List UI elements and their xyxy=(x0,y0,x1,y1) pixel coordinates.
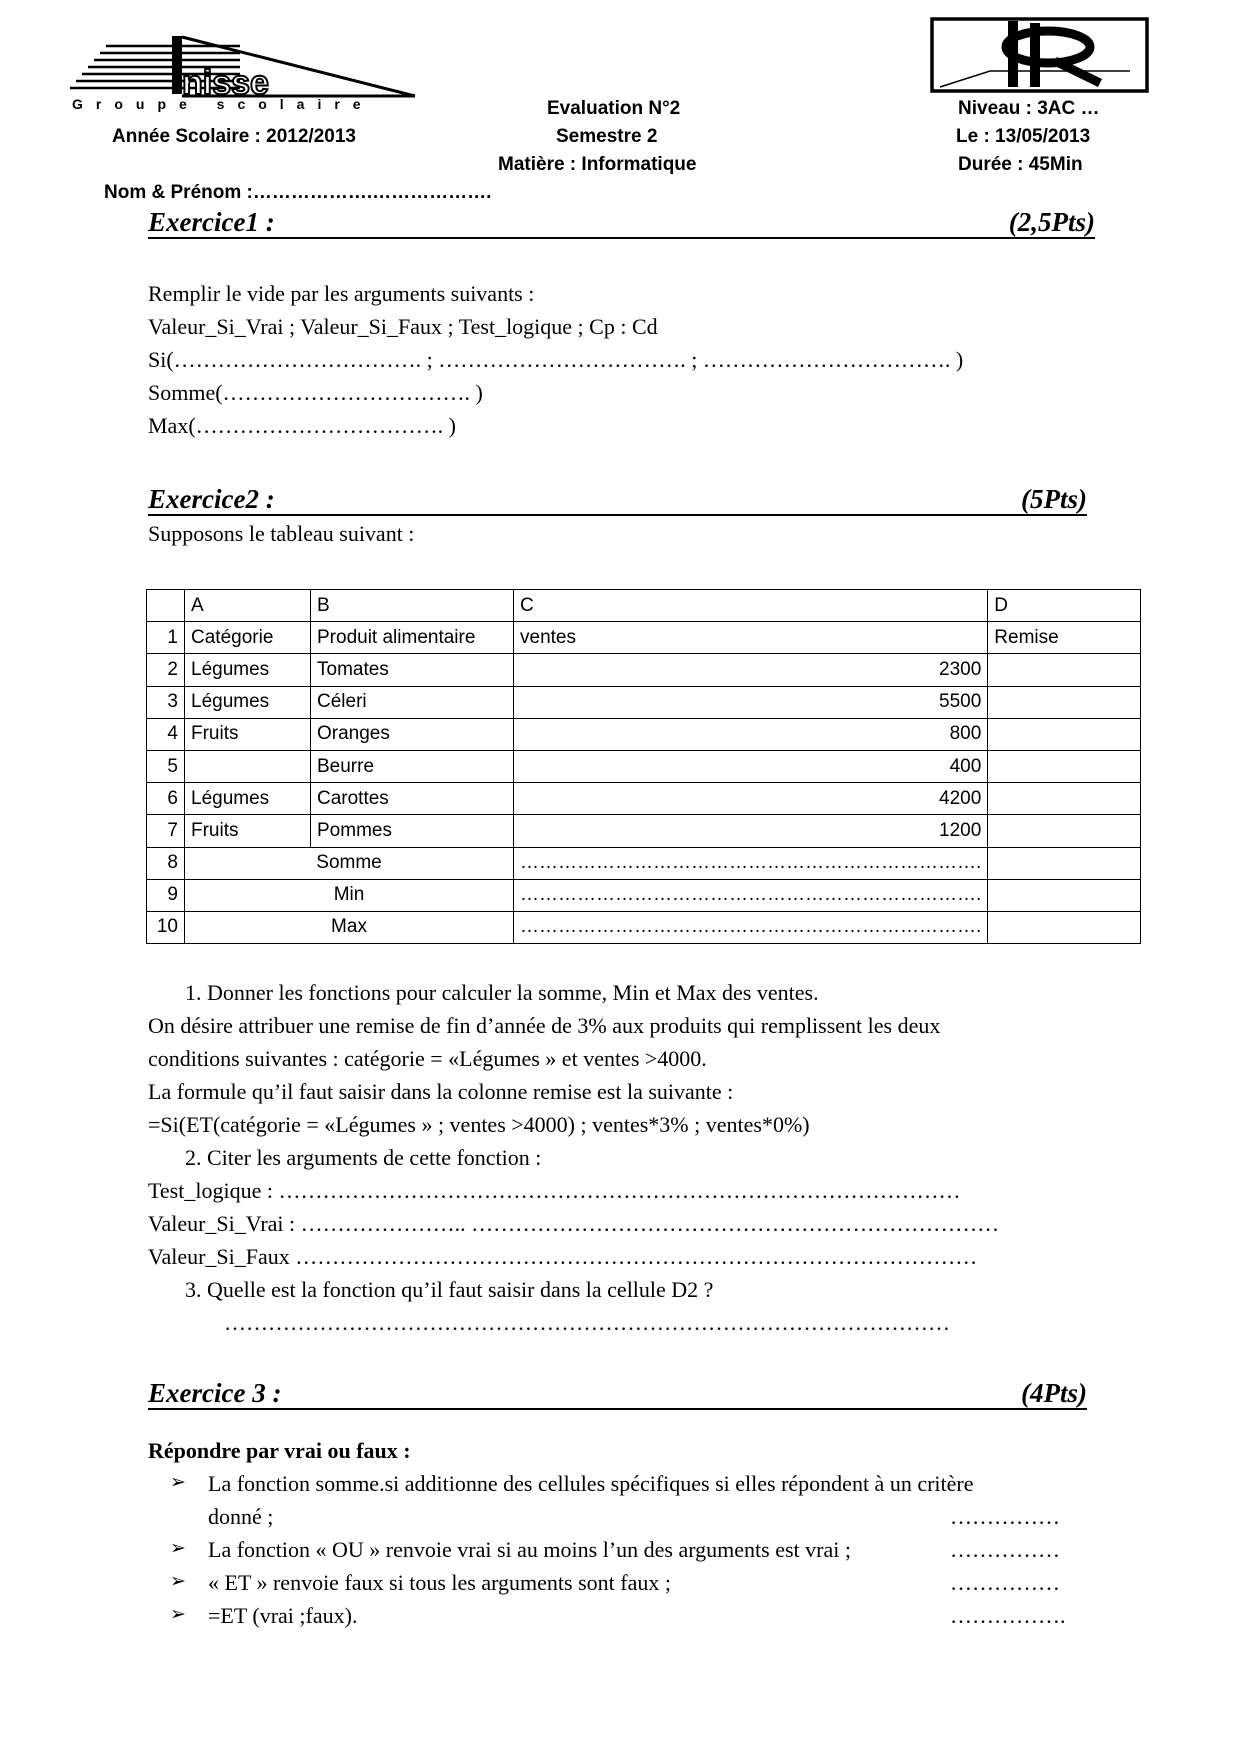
table-row xyxy=(147,783,1141,815)
col-letter-d: D xyxy=(988,590,1141,622)
table-summary-row xyxy=(147,879,1141,911)
summary-label: Somme xyxy=(185,847,514,879)
level: Niveau : 3AC … xyxy=(958,98,1100,119)
table-header-row xyxy=(147,590,1141,622)
ex2-answer-vrai: Valeur_Si_Vrai : ………………….. ……………………………………………………………… xyxy=(148,1211,1000,1236)
ex3-statement-2: La fonction « OU » renvoie vrai si au moins l’un des arguments est vrai ; xyxy=(208,1537,851,1562)
school-logo xyxy=(70,34,420,114)
cell-discount xyxy=(988,783,1141,815)
ex1-max-blank: Max(……………………………. ) xyxy=(148,413,456,438)
table-summary-row xyxy=(147,847,1141,879)
table-row xyxy=(147,686,1141,718)
row-number: 10 xyxy=(147,911,185,943)
cell-discount xyxy=(988,750,1141,782)
cell-sales: 5500 xyxy=(514,686,988,718)
cell-discount xyxy=(988,847,1141,879)
ex3-answer-1: …………… xyxy=(950,1504,1060,1529)
cell-product: Beurre xyxy=(311,750,514,782)
cell-sales: 4200 xyxy=(514,783,988,815)
summary-label: Max xyxy=(185,911,514,943)
school-year: Année Scolaire : 2012/2013 xyxy=(112,126,356,147)
row-number: 2 xyxy=(147,654,185,686)
table-summary-row xyxy=(147,911,1141,943)
cell-sales: ventes xyxy=(514,622,988,654)
cell-discount xyxy=(988,718,1141,750)
col-letter-c: C xyxy=(514,590,988,622)
row-number: 6 xyxy=(147,783,185,815)
row-number: 4 xyxy=(147,718,185,750)
cell-product: Oranges xyxy=(311,718,514,750)
duration: Durée : 45Min xyxy=(958,154,1083,175)
ex2-answer-faux: Valeur_Si_Faux ………………………………………………………………………………… xyxy=(148,1244,978,1269)
ex2-answer-test: Test_logique : ………………………………………………………………………………… xyxy=(148,1178,961,1203)
exercise3-title: Exercice 3 : xyxy=(148,1378,282,1408)
ex3-answer-4: ……………. xyxy=(950,1603,1066,1628)
corner-cell xyxy=(147,590,185,622)
ex2-question-1: 1. Donner les fonctions pour calculer la somme, Min et Max des ventes. xyxy=(185,980,819,1005)
exercise3-rule xyxy=(148,1408,1087,1410)
cell-sales: 1200 xyxy=(514,815,988,847)
table-row xyxy=(147,622,1141,654)
cell-discount xyxy=(988,879,1141,911)
spreadsheet-table xyxy=(146,589,1141,944)
ex2-paragraph-3: La formule qu’il faut saisir dans la colonne remise est la suivante : xyxy=(148,1079,734,1104)
cell-discount xyxy=(988,686,1141,718)
ex1-arguments: Valeur_Si_Vrai ; Valeur_Si_Faux ; Test_logique ; Cp : Cd xyxy=(148,314,658,339)
cell-product: Pommes xyxy=(311,815,514,847)
row-number: 7 xyxy=(147,815,185,847)
cell-discount xyxy=(988,654,1141,686)
arrow-bullet-icon: ➢ xyxy=(170,1471,186,1493)
ex3-statement-3: « ET » renvoie faux si tous les arguments sont faux ; xyxy=(208,1570,671,1595)
cell-product: Céleri xyxy=(311,686,514,718)
ex1-si-blank: Si(……………………………. ; ……………………………. ; ……………………………. ) xyxy=(148,347,964,372)
right-logo xyxy=(930,17,1150,93)
summary-label: Min xyxy=(185,879,514,911)
subject: Matière : Informatique xyxy=(498,154,697,175)
cell-category: Légumes xyxy=(185,783,311,815)
ex2-intro: Supposons le tableau suivant : xyxy=(148,521,415,546)
ex3-instruction: Répondre par vrai ou faux : xyxy=(148,1438,411,1463)
ex2-formula: =Si(ET(catégorie = «Légumes » ; ventes >4000) ; ventes*3% ; ventes*0%) xyxy=(148,1112,810,1137)
exercise2-title: Exercice2 : xyxy=(148,484,275,514)
cell-discount: Remise xyxy=(988,622,1141,654)
arrow-bullet-icon: ➢ xyxy=(170,1603,186,1625)
cell-product: Produit alimentaire xyxy=(311,622,514,654)
ex3-statement-4: =ET (vrai ;faux). xyxy=(208,1603,358,1628)
row-number: 5 xyxy=(147,750,185,782)
ex2-question-2: 2. Citer les arguments de cette fonction : xyxy=(185,1145,542,1170)
cell-sales: 2300 xyxy=(514,654,988,686)
ex2-paragraph-2: conditions suivantes : catégorie = «Légumes » et ventes >4000. xyxy=(148,1046,707,1071)
col-letter-a: A xyxy=(185,590,311,622)
cell-category: Légumes xyxy=(185,686,311,718)
ex2-paragraph-1: On désire attribuer une remise de fin d’année de 3% aux produits qui remplissent les deux xyxy=(148,1013,941,1038)
ex2-answer-d2: ……………………………………………………………………………………… xyxy=(224,1310,950,1335)
summary-blank: ………………………………………………………………. xyxy=(514,911,988,943)
table-row xyxy=(147,718,1141,750)
cell-category: Fruits xyxy=(185,718,311,750)
exercise2-rule xyxy=(148,514,1087,516)
cell-discount xyxy=(988,911,1141,943)
exercise3-points: (4Pts) xyxy=(1021,1378,1087,1408)
exercise1-rule xyxy=(148,237,1095,239)
cell-sales: 400 xyxy=(514,750,988,782)
name-field: Nom & Prénom :……………….………………. xyxy=(104,182,492,203)
cell-product: Carottes xyxy=(311,783,514,815)
cell-category: Fruits xyxy=(185,815,311,847)
ex3-answer-2: …………… xyxy=(950,1537,1060,1562)
exercise2-points: (5Pts) xyxy=(1021,484,1087,514)
table-row xyxy=(147,815,1141,847)
table-row xyxy=(147,750,1141,782)
evaluation-number: Evaluation N°2 xyxy=(547,98,681,119)
summary-blank: ………………………………………………………………. xyxy=(514,879,988,911)
ex3-statement-1-cont: donné ; xyxy=(208,1504,274,1529)
row-number: 8 xyxy=(147,847,185,879)
cell-category: Légumes xyxy=(185,654,311,686)
cell-discount xyxy=(988,815,1141,847)
row-number: 3 xyxy=(147,686,185,718)
ex3-statement-1: La fonction somme.si additionne des cellules spécifiques si elles répondent à un critère xyxy=(208,1471,974,1496)
cell-sales: 800 xyxy=(514,718,988,750)
exam-date: Le : 13/05/2013 xyxy=(956,126,1091,147)
cell-category: Catégorie xyxy=(185,622,311,654)
school-subtitle: Groupe scolaire xyxy=(72,96,374,112)
summary-blank: ………………………………………………………………. xyxy=(514,847,988,879)
exercise1-points: (2,5Pts) xyxy=(1008,207,1095,237)
ex1-instruction: Remplir le vide par les arguments suivants : xyxy=(148,281,535,306)
row-number: 1 xyxy=(147,622,185,654)
cell-category xyxy=(185,750,311,782)
cell-product: Tomates xyxy=(311,654,514,686)
col-letter-b: B xyxy=(311,590,514,622)
exercise1-title: Exercice1 : xyxy=(148,207,275,237)
ex2-question-3: 3. Quelle est la fonction qu’il faut saisir dans la cellule D2 ? xyxy=(185,1277,714,1302)
arrow-bullet-icon: ➢ xyxy=(170,1570,186,1592)
svg-text:nisse: nisse xyxy=(182,64,269,102)
table-row xyxy=(147,654,1141,686)
arrow-bullet-icon: ➢ xyxy=(170,1537,186,1559)
semester: Semestre 2 xyxy=(556,126,658,147)
row-number: 9 xyxy=(147,879,185,911)
ex1-somme-blank: Somme(……………………………. ) xyxy=(148,380,483,405)
ex3-answer-3: …………… xyxy=(950,1570,1060,1595)
